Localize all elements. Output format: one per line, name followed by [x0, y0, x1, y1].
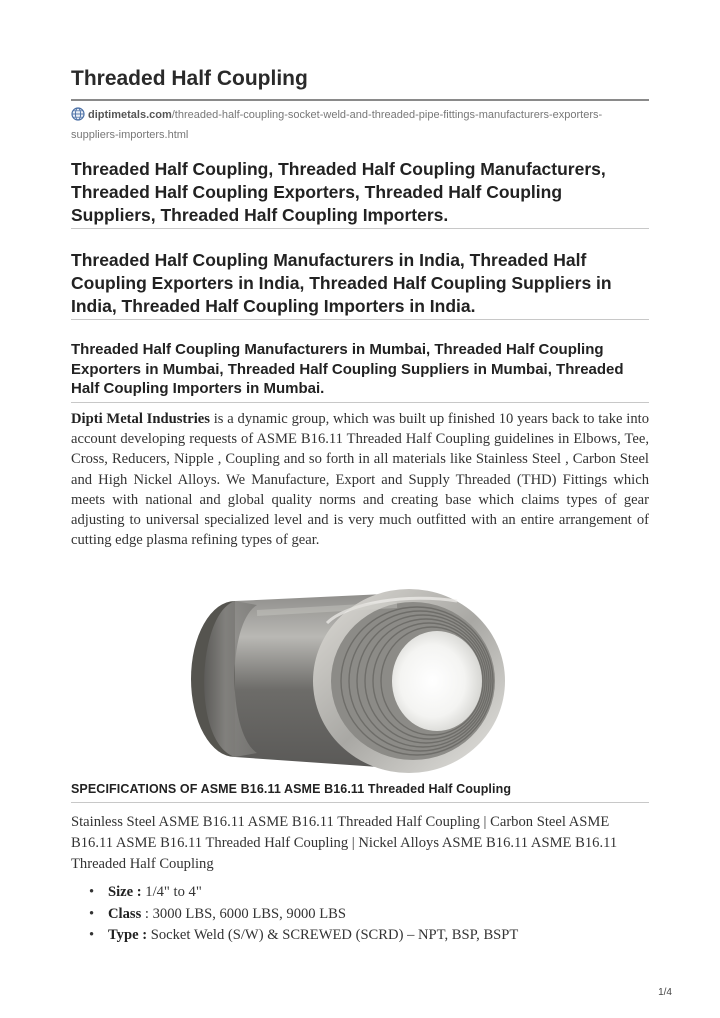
intro-paragraph — [71, 409, 649, 550]
intro-text: is a dynamic group, which was built up finished 10 years back to take into account developing requests of ASME B16.11 Threaded Half Coupling guidelines in Elbows, Tee, Cross, Reducers, Nipple , Coupling and so forth in all materials like Stainless Steel , Carbon Steel and High Nickel Alloys. We Manufacture, Export and Supply Threaded (THD) Fittings which meets with national and global quality norms and creating base which claims types of gear adjusting to universal specialized level and is very much outfitted with an entire arrangement of cutting edge plasma refining types of gear. — [71, 411, 649, 549]
spec-item-size — [71, 882, 518, 904]
section-divider — [71, 802, 649, 803]
bullet-icon: • — [89, 927, 95, 943]
spec-value: 1/4" to 4" — [141, 884, 202, 900]
company-name: Dipti Metal Industries — [71, 411, 210, 427]
spec-label: Class — [108, 905, 142, 922]
source-path: /threaded-half-coupling-socket-weld-and-threaded-pipe-fittings-manufacturers-exporters-suppliers-importers.html — [71, 109, 603, 141]
source-domain: diptimetals.com — [88, 109, 172, 121]
spec-value: : 3000 LBS, 6000 LBS, 9000 LBS — [141, 905, 346, 922]
spec-item-type — [71, 925, 518, 947]
spec-label: Size : — [108, 884, 142, 900]
spec-label: Type : — [108, 927, 148, 943]
product-photo — [177, 583, 545, 778]
heading-products: Threaded Half Coupling, Threaded Half Coupling Manufacturers, Threaded Half Coupling Exporters, Threaded Half Coupling Suppliers, Threaded Half Coupling Importers. — [71, 159, 606, 225]
spec-value: Socket Weld (S/W) & SCREWED (SCRD) – NPT, BSP, BSPT — [147, 927, 519, 943]
page-number: 1/4 — [658, 987, 672, 998]
heading-mumbai: Threaded Half Coupling Manufacturers in Mumbai, Threaded Half Coupling Exporters in Mumbai, Threaded Half Coupling Suppliers in Mumbai, Threaded Half Coupling Importers in Mumbai. — [71, 341, 624, 397]
bullet-icon: • — [89, 905, 95, 922]
title-divider — [71, 99, 649, 101]
specifications-materials: Stainless Steel ASME B16.11 ASME B16.11 Threaded Half Coupling | Carbon Steel ASME B16.11 ASME B16.11 Threaded Half Coupling | Nickel Alloys ASME B16.11 ASME B16.11 Threaded Half Coupling — [71, 814, 618, 872]
spec-item-class — [71, 904, 518, 926]
bullet-icon: • — [89, 884, 95, 900]
section-divider — [71, 319, 649, 320]
section-divider — [71, 402, 649, 403]
document-title: Threaded Half Coupling — [71, 67, 308, 90]
source-url[interactable] — [71, 107, 649, 144]
specifications-heading: SPECIFICATIONS OF ASME B16.11 ASME B16.11 Threaded Half Coupling — [71, 782, 512, 796]
heading-india: Threaded Half Coupling Manufacturers in India, Threaded Half Coupling Exporters in India, Threaded Half Coupling Suppliers in India, Threaded Half Coupling Importers in India. — [71, 250, 612, 316]
section-divider — [71, 228, 649, 229]
specifications-list — [71, 882, 518, 947]
globe-icon — [71, 107, 85, 127]
